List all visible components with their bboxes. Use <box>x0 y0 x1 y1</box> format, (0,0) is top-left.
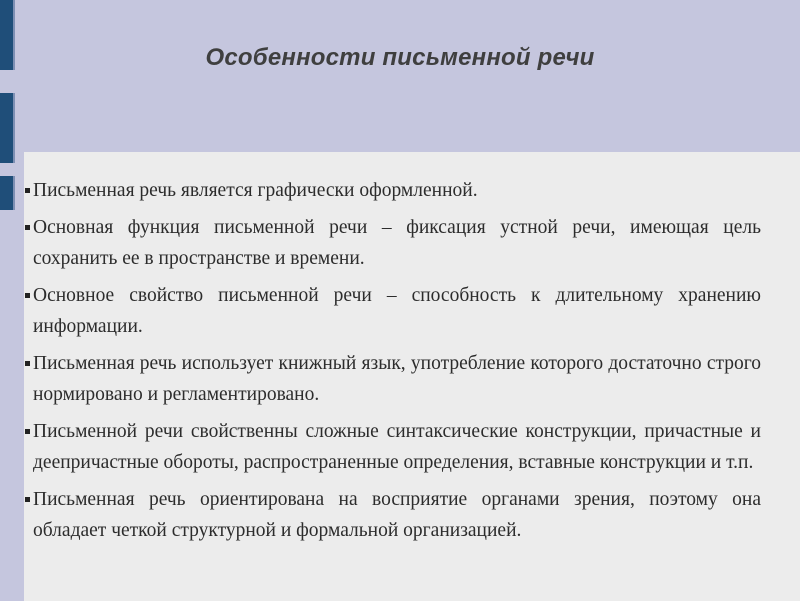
bullet-text-5: Письменной речи свойственны сложные синтаксические конструкции, причастные и деепричастные обороты, распространенные определения, вставные конструкции и т.п. <box>33 421 761 473</box>
bullet-item-4 <box>28 348 761 410</box>
bullet-item-6 <box>28 484 761 546</box>
bullet-text-1: Письменная речь является графически оформленной. <box>33 180 478 201</box>
square-bullet-icon <box>25 361 30 366</box>
slide-title: Особенности письменной речи <box>205 44 595 71</box>
bullet-list <box>28 175 761 552</box>
accent-bar-bottom <box>0 176 15 210</box>
bullet-text-3: Основное свойство письменной речи – способность к длительному хранению информации. <box>33 285 761 337</box>
bullet-text-2: Основная функция письменной речи – фиксация устной речи, имеющая цель сохранить ее в пространстве и времени. <box>33 217 761 269</box>
bullet-text-6: Письменная речь ориентирована на восприятие органами зрения, поэтому она обладает четкой структурной и формальной организацией. <box>33 489 761 541</box>
bullet-item-2 <box>28 212 761 274</box>
accent-bar-middle <box>0 93 15 163</box>
square-bullet-icon <box>25 225 30 230</box>
bullet-item-1 <box>28 175 761 206</box>
square-bullet-icon <box>25 429 30 434</box>
square-bullet-icon <box>25 497 30 502</box>
bullet-item-5 <box>28 416 761 478</box>
square-bullet-icon <box>25 293 30 298</box>
bullet-text-4: Письменная речь использует книжный язык, употребление которого достаточно строго нормировано и регламентировано. <box>33 353 761 405</box>
bullet-item-3 <box>28 280 761 342</box>
square-bullet-icon <box>25 188 30 193</box>
